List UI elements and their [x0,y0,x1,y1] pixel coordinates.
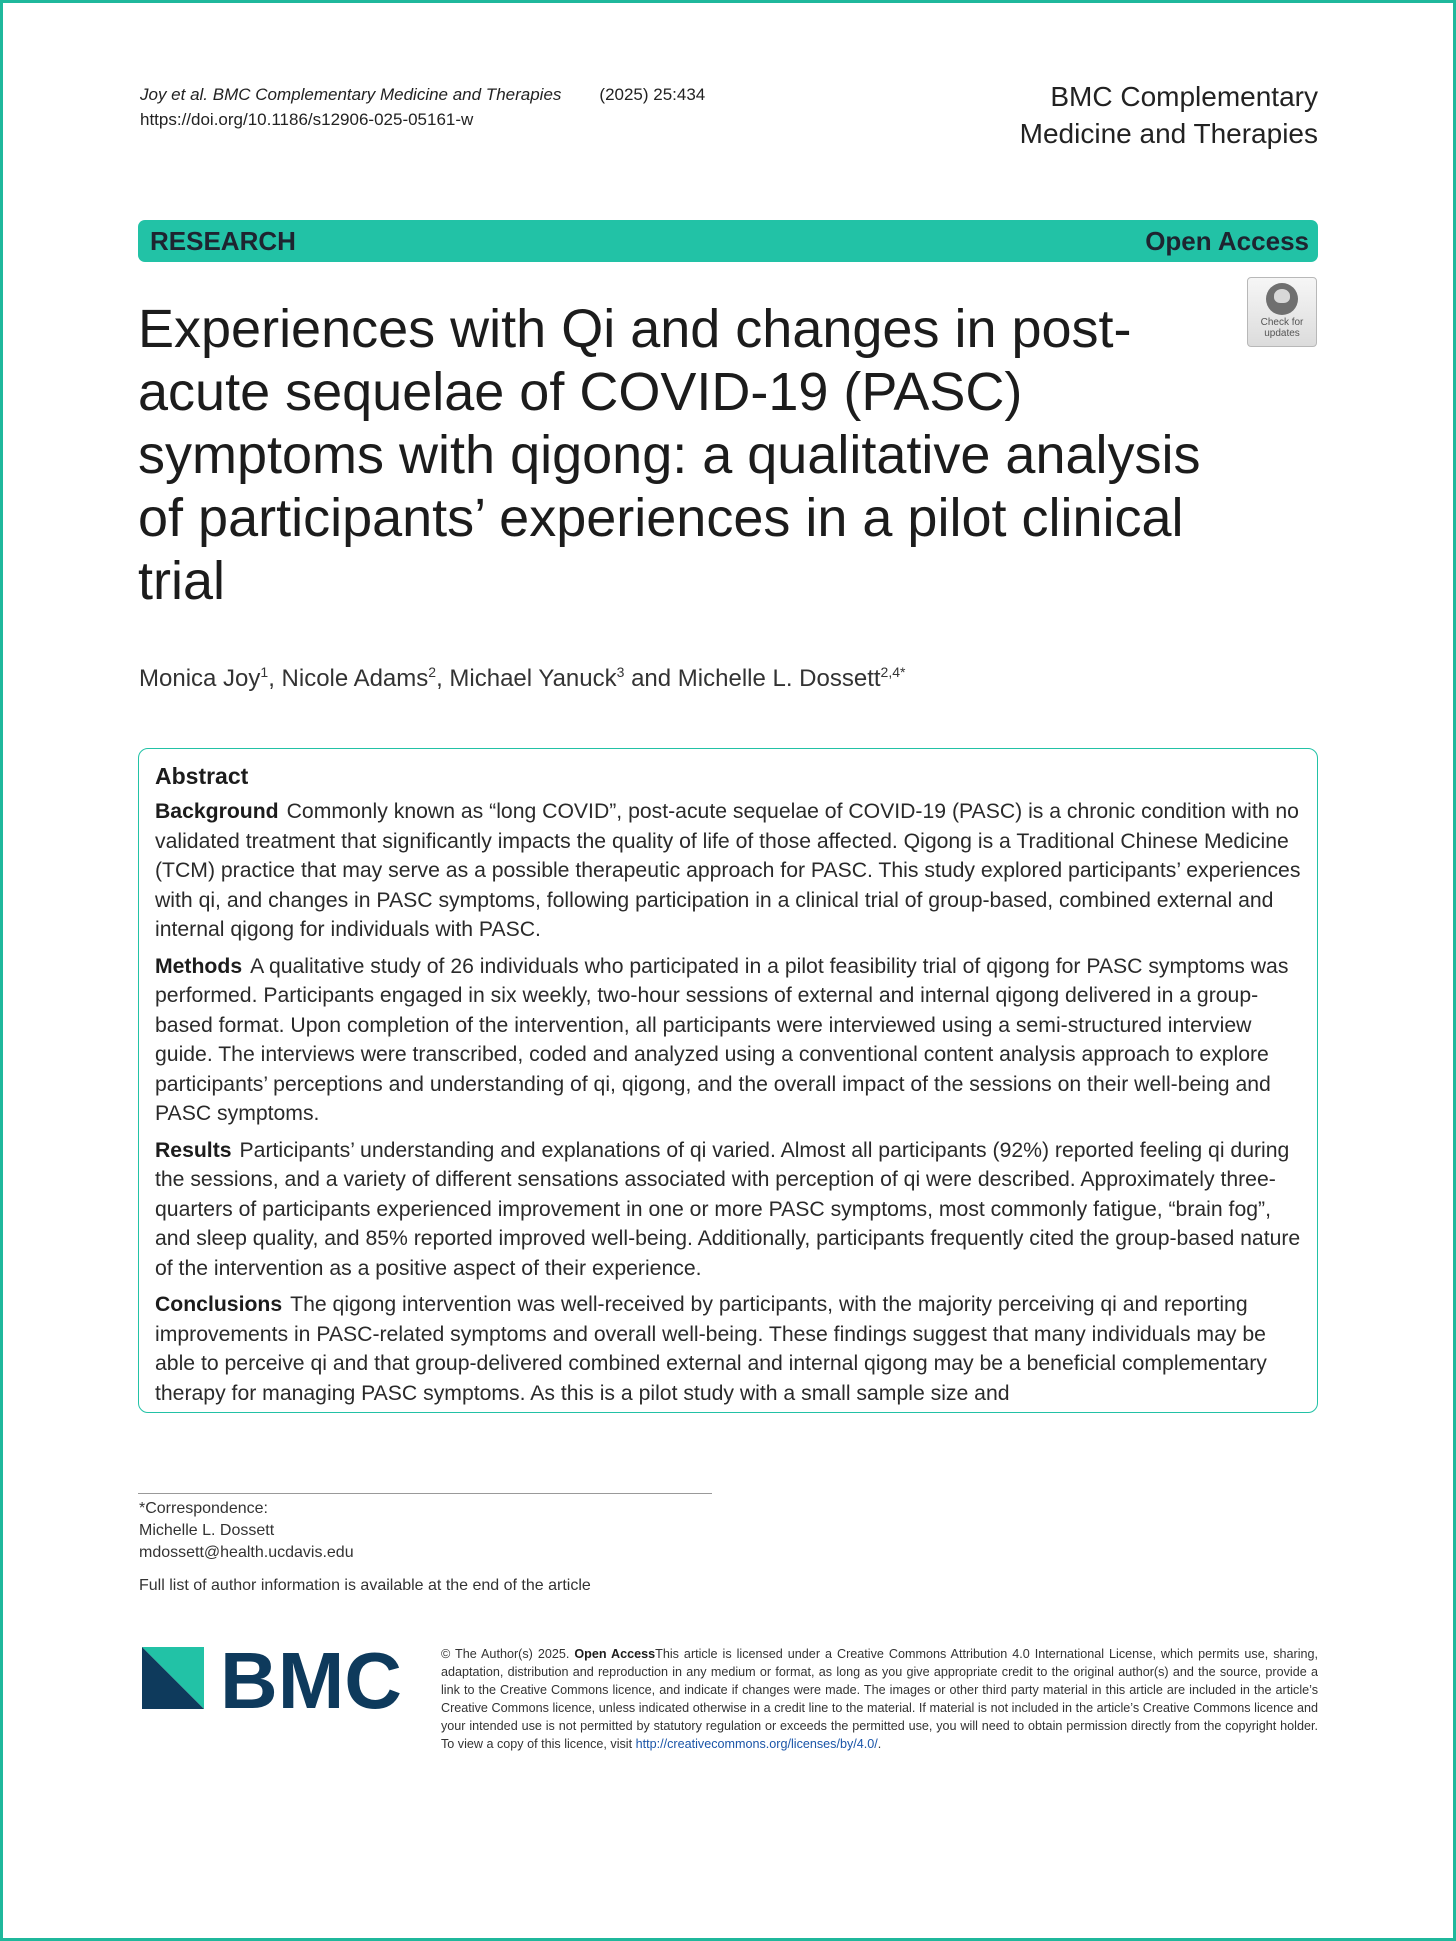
open-access-label: Open Access [1145,225,1309,256]
section-text: Commonly known as “long COVID”, post-acute sequelae of COVID-19 (PASC) is a chronic condition with no validated treatment that significantly impacts the quality of life of those affected. Qigong is a Traditional Chinese Medicine (TCM) practice that may serve as a possible therapeutic approach for PASC. This study explored participants’ experiences with qi, and changes in PASC symptoms, following participation in a clinical trial of group-based, combined external and internal qigong for individuals with PASC. [155,800,1301,941]
bmc-logo-icon[interactable] [140,1645,405,1713]
abstract-box [138,748,1318,1413]
article-type-banner [138,220,1318,262]
section-text: A qualitative study of 26 individuals who participated in a pilot feasibility trial of qigong for PASC symptoms was performed. Participants engaged in six weekly, two-hour sessions of external and internal qigong delivered in a group-based format. Upon completion of the intervention, all participants were interviewed using a semi-structured interview guide. The interviews were transcribed, coded and analyzed using a conventional content analysis approach to explore participants’ perceptions and understanding of qi, qigong, and the overall impact of the sessions on their well-being and PASC symptoms. [155,954,1289,1125]
correspondence-block [139,1498,354,1564]
license-link[interactable]: http://creativecommons.org/licenses/by/4.0/ [635,1737,878,1751]
author-name[interactable]: Michael Yanuck [449,665,617,692]
check-updates-line2: updates [1264,328,1300,339]
author-name[interactable]: Nicole Adams [281,665,429,692]
section-text: Participants’ understanding and explanations of qi varied. Almost all participants (92%) reported feeling qi during the sessions, and a variety of different sensations associated with perception of qi were described. Approximately three-quarters of participants experienced improvement in one or more PASC symptoms, most commonly fatigue, “brain fog”, and sleep quality, and 85% reported improved well-being. Additionally, participants frequently cited the group-based nature of the intervention as a positive aspect of their experience. [155,1138,1301,1280]
author-affiliation: 2,4* [880,664,906,680]
section-label: Results [155,1138,232,1162]
citation-authors: Joy et al. BMC Complementary Medicine and Therapies [140,85,562,104]
abstract-results [155,1136,1301,1284]
correspondence-label: *Correspondence: [139,1500,268,1517]
journal-name [918,78,1318,152]
author-list: Monica Joy$^1$, Nicole Adams$^2$, Michael Yanuck$^3$ and Michelle L. Dossett$^{2,4*}$ [139,664,906,692]
citation-header [140,82,705,132]
article-type: RESEARCH [150,225,296,256]
license-open-access: Open Access [574,1647,656,1661]
section-label: Background [155,800,279,823]
abstract-conclusions [155,1290,1301,1408]
section-label: Methods [155,954,243,978]
crossmark-icon [1266,283,1298,315]
author-info-note: Full list of author information is available at the end of the article [139,1577,591,1594]
doi-link[interactable]: https://doi.org/10.1186/s12906-025-05161-w [140,110,474,129]
check-updates-line1: Check for [1260,317,1304,328]
author-affiliation: 3 [616,664,625,680]
author-affiliation: 1 [260,664,269,680]
author-name[interactable]: Monica Joy [139,665,261,692]
license-text: This article is licensed under a Creative Commons Attribution 4.0 International License, which permits use, sharing, adaptation, distribution and reproduction in any medium or format, as long as you give appropriate credit to the original author(s) and the source, provide a link to the Creative Commons licence, and indicate if changes were made. The images or other third party material in this article are included in the article’s Creative Commons licence, unless indicated otherwise in a credit line to the material. If material is not included in the article’s Creative Commons licence and your intended use is not permitted by statutory regulation or exceeds the permitted use, you will need to obtain permission directly from the copyright holder. To view a copy of this licence, visit [441,1647,1318,1751]
license-statement: © The Author(s) 2025. Open AccessThis article is licensed under a Creative Commons Attribution 4.0 International License, which permits use, sharing, adaptation, distribution and reproduction in any medium or format, as long as you give appropriate credit to the original author(s) and the source, provide a link to the Creative Commons licence, and indicate if changes were made. The images or other third party material in this article are included in the article’s Creative Commons licence, unless indicated otherwise in a credit line to the material. If material is not included in the article’s Creative Commons licence and your intended use is not permitted by statutory regulation or exceeds the permitted use, you will need to obtain permission directly from the copyright holder. To view a copy of this licence, visit http://creativecommons.org/licenses/by/4.0/. [441,1647,1318,1751]
abstract-background [155,797,1301,945]
correspondence-email[interactable]: mdossett@health.ucdavis.edu [139,1544,354,1561]
correspondence-name: Michelle L. Dossett [139,1522,275,1539]
copyright-text: © The Author(s) 2025. [441,1647,570,1661]
abstract-heading: Abstract [155,763,249,789]
author-affiliation: 2 [428,664,437,680]
article-title: Experiences with Qi and changes in post-acute sequelae of COVID-19 (PASC) symptoms with qigong: a qualitative analysis of participants’ experiences in a pilot clinical trial [138,299,1201,611]
logo-wordmark: BMC [220,1645,402,1713]
section-label: Conclusions [155,1293,283,1316]
abstract-methods [155,952,1301,1129]
footnote-divider [138,1493,712,1494]
author-name[interactable]: Michelle L. Dossett [677,665,881,692]
section-text: The qigong intervention was well-received by participants, with the majority perceiving qi and reporting improvements in PASC-related symptoms and overall well-being. These findings suggest that many individuals may be able to perceive qi and that group-delivered combined external and internal qigong may be a beneficial complementary therapy for managing PASC symptoms. As this is a pilot study with a small sample size and [155,1293,1267,1405]
journal-name-line2: Medicine and Therapies [1019,118,1318,149]
citation-volume: (2025) 25:434 [599,85,706,104]
journal-name-line1: BMC Complementary [1050,81,1318,112]
